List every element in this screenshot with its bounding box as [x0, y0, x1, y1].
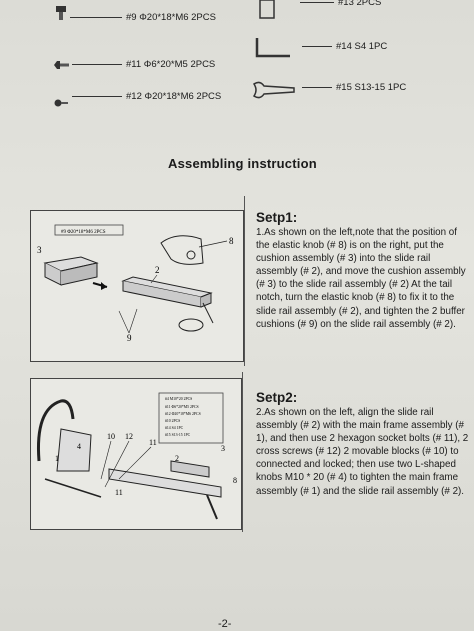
step2-figure-panel — [30, 378, 242, 530]
step1-assembly-diagram — [31, 211, 243, 361]
step1-callout-2: 2 — [155, 265, 160, 275]
page-number: -2- — [218, 618, 232, 630]
step1-text: 1.As shown on the left,note that the position of the elastic knob (# 8) is on the right, put the cushion assembly (# 3) into the slide rail assembly (# 2), and move the cushion assembly (# 3) to the slide rail assembly (# 2) At the tail notch, turn the elastic knob (# 8) to fix it to the slide rail assembly (# 2), and tighten the 2 buffer cushions (# 9) on the slide rail assembly (# 2). — [256, 227, 466, 330]
buffer-cushion-icon — [54, 6, 68, 26]
step2-callout-2: 2 — [175, 454, 179, 463]
step2-inset-label-0: #4 M10*20 2PCS — [165, 397, 193, 401]
step2-inset-label-5: #15 S13-15 1PC — [165, 433, 191, 437]
step2-callout-3: 3 — [221, 444, 225, 453]
step1-callout-3: 3 — [37, 245, 42, 255]
step2-title: Setp2: — [256, 390, 298, 405]
step1-callout-9: 9 — [127, 333, 132, 343]
step2-callout-1: 1 — [55, 454, 59, 463]
step2-callout-8: 8 — [233, 476, 237, 485]
hexagon-bolt-icon — [54, 60, 70, 70]
step2-text: 2.As shown on the left, align the slide rail assembly (# 2) with the main frame assembly (# 1), and then use 2 hexagon socket bolts (# 11), 2 cross screws (# 12) 2 movable blocks (# 10) to connected and locked; then use two L-shaped knobs M10 * 20 (# 4) to tighten the main frame assembly (# 1) and the slide rail assembly (# 2). — [256, 407, 469, 497]
part-13-label: #13 2PCS — [300, 0, 381, 8]
screw-icon — [54, 98, 70, 108]
part-11-label: #11 Φ6*20*M5 2PCS — [72, 59, 215, 70]
block-icon — [258, 0, 278, 20]
step1-figure-panel — [30, 210, 244, 362]
step1-inset-label: #9 Φ20*18*M6 2PCS — [61, 230, 106, 235]
step2-inset-label-1: #11 Φ6*20*M5 2PCS — [165, 405, 199, 409]
step2-inset-label-4: #14 S4 1PC — [165, 426, 184, 430]
step1-callout-8: 8 — [229, 236, 234, 246]
part-12-label: #12 Φ20*18*M6 2PCS — [72, 91, 221, 102]
step2-callout-10: 10 — [107, 432, 115, 441]
part-15-label: #15 S13-15 1PC — [302, 82, 406, 93]
step1-title: Setp1: — [256, 210, 298, 225]
step2-callout-11: 11 — [149, 438, 157, 447]
step1-divider — [244, 196, 245, 366]
step2-callout-12: 12 — [125, 432, 133, 441]
step2-callout-4: 4 — [77, 442, 81, 451]
part-9-label: #9 Φ20*18*M6 2PCS — [70, 12, 216, 23]
step2-divider — [242, 372, 243, 532]
step2-assembly-diagram — [31, 379, 241, 529]
part-14-label: #14 S4 1PC — [302, 41, 387, 52]
step2-callout-11b: 11 — [115, 488, 123, 497]
spanner-icon — [250, 78, 298, 102]
step2-inset-label-3: #10 2PCS — [165, 419, 181, 423]
section-title: Assembling instruction — [168, 156, 317, 171]
step2-inset-label-2: #12 Φ20*18*M6 2PCS — [165, 412, 201, 416]
l-wrench-icon — [254, 36, 294, 62]
